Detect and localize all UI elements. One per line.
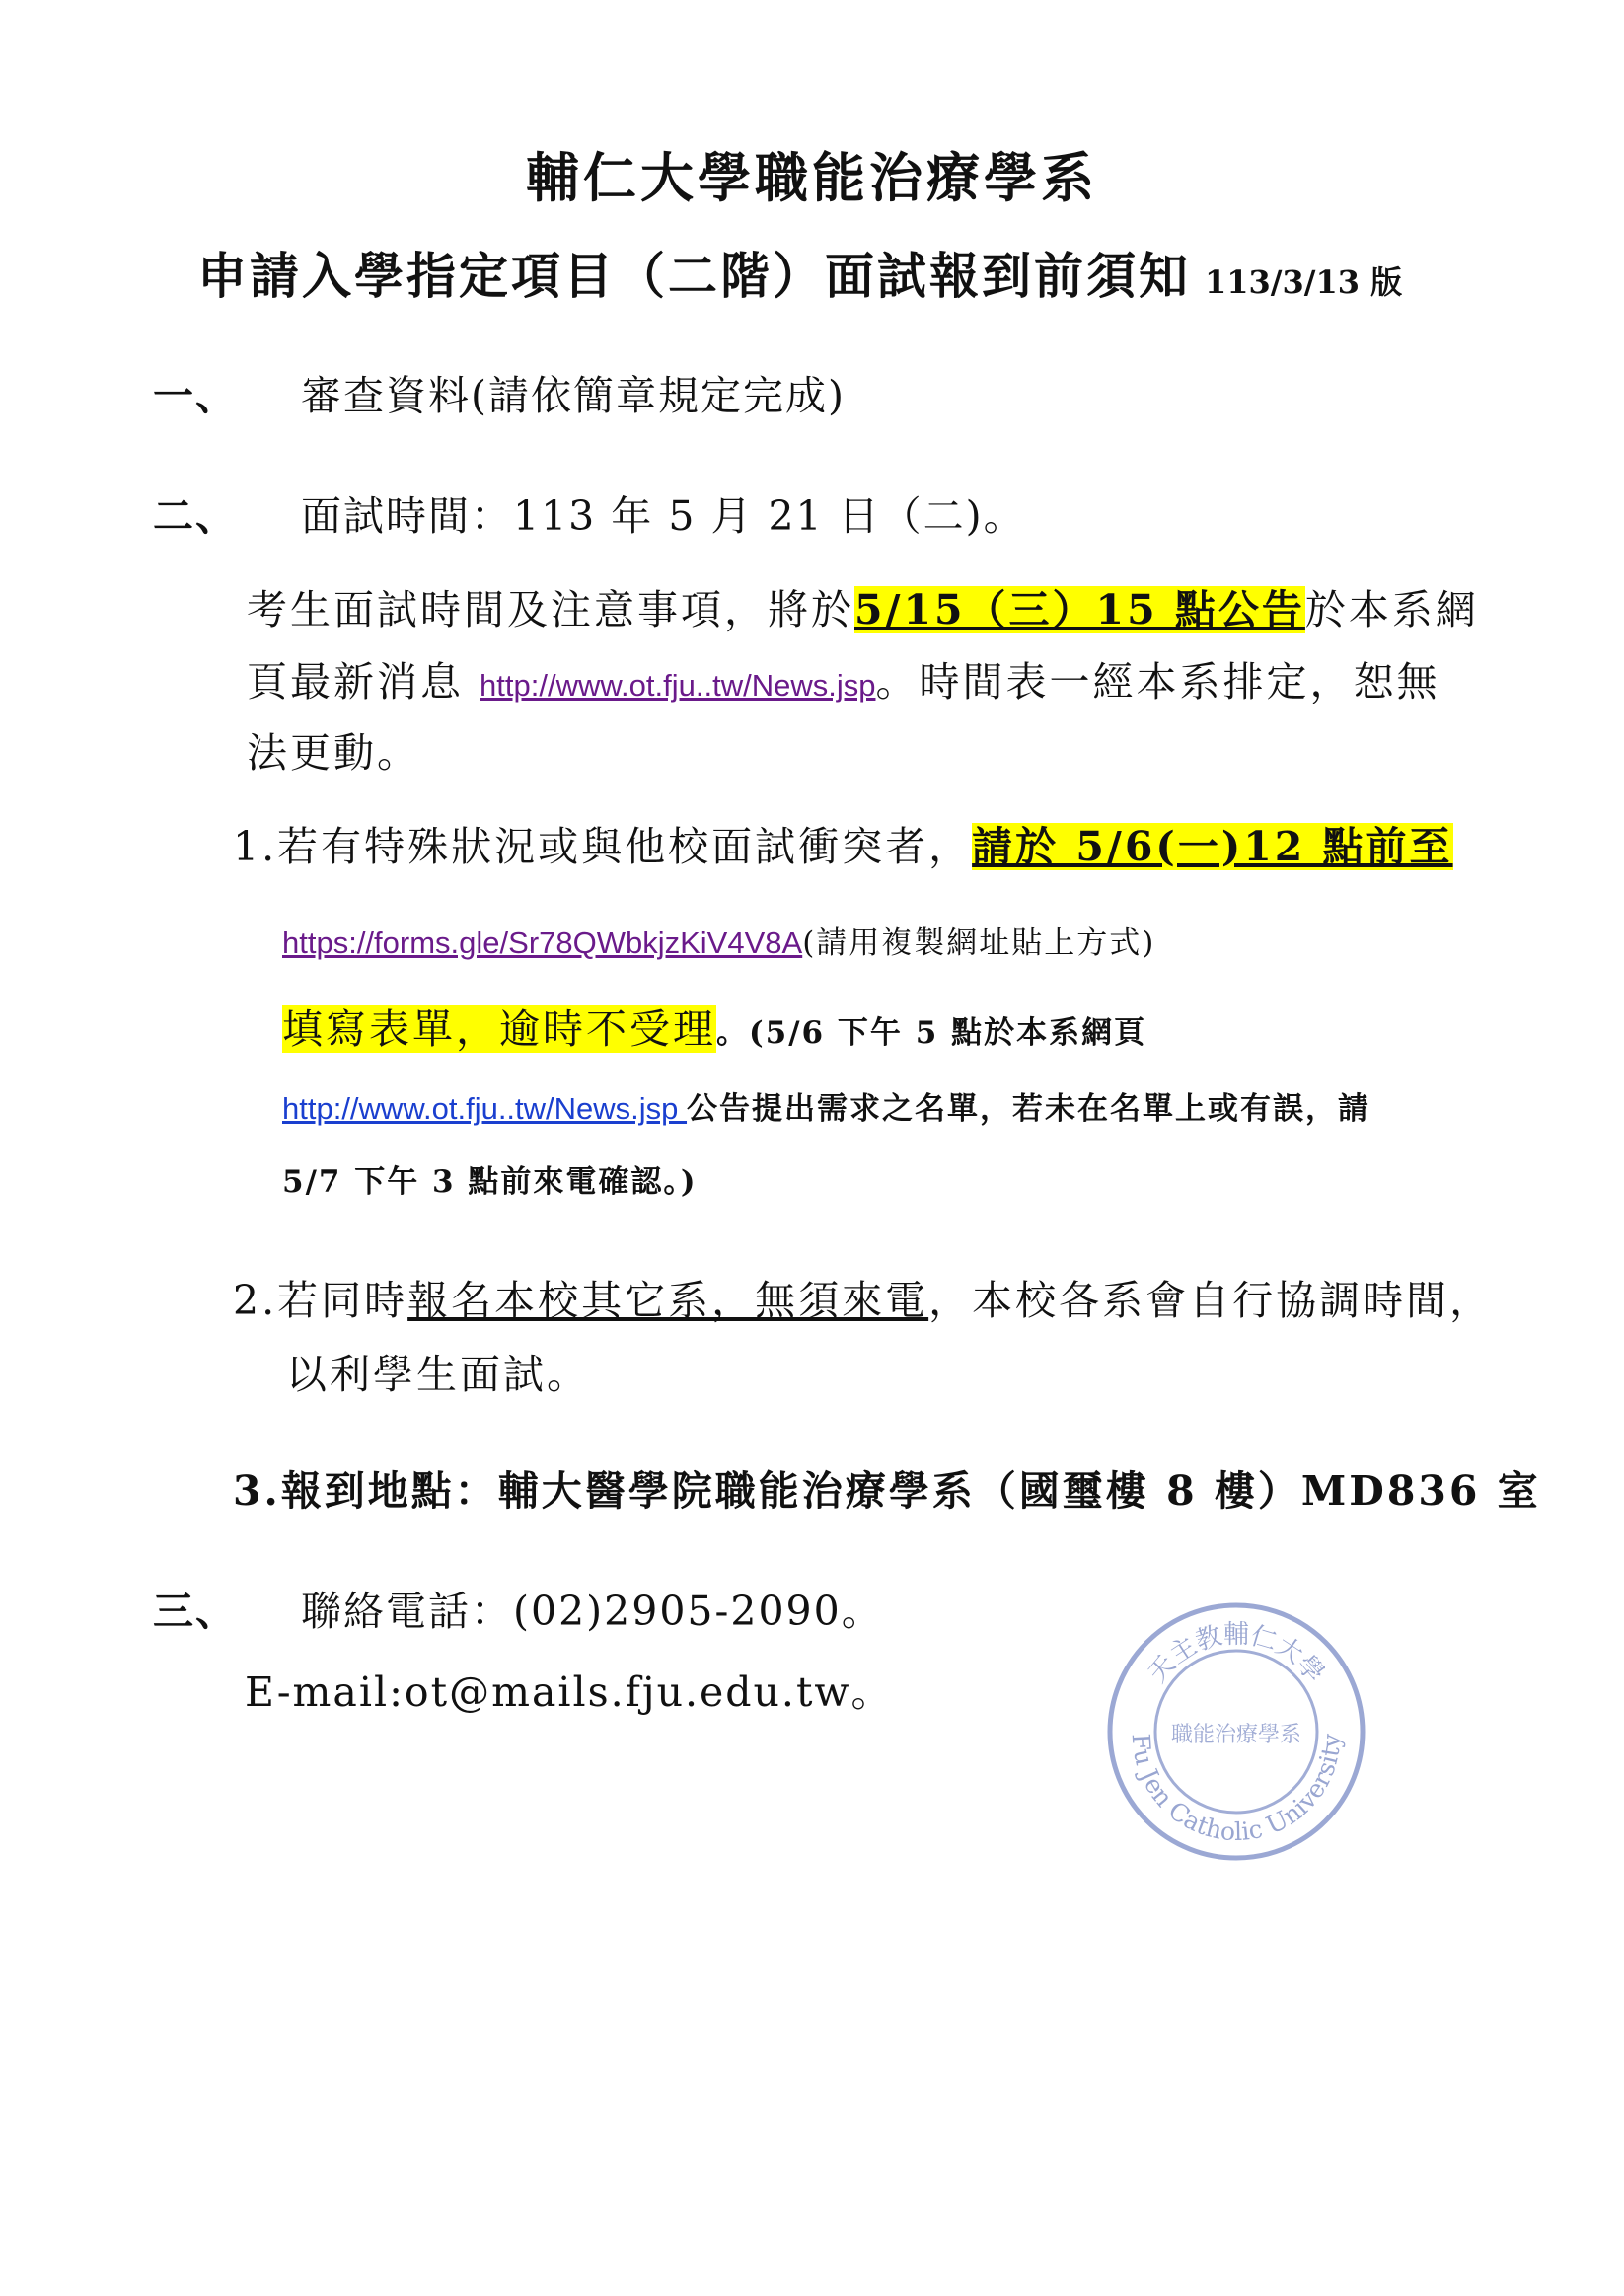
form-link[interactable]: https://forms.gle/Sr78QWbkjzKiV4V8A (282, 926, 803, 960)
news-link-2[interactable]: http://www.ot.fju..tw/News.jsp (282, 1091, 688, 1126)
section-1-number: 一、 (153, 372, 238, 419)
item-3-number: 3. (233, 1467, 281, 1515)
section-2-para-line1 (247, 577, 1479, 635)
section-2 (153, 483, 1026, 542)
item-1-form-line (282, 918, 1155, 962)
form-note: (請用複製網址貼上方式) (802, 926, 1156, 961)
item-1-last-line: 5/7 下午 3 點前來電確認。) (282, 1164, 698, 1200)
subtitle-text: 申請入學指定項目（二階）面試報到前須知 (197, 247, 1191, 305)
item-3-line (233, 1458, 1541, 1517)
section-1-text: 審查資料(請依簡章規定完成) (301, 372, 846, 419)
seal-center-text: 職能治療學系 (1170, 1723, 1302, 1747)
announcement-date-highlight: 5/15（三）15 點公告 (854, 586, 1305, 633)
email-line: E-mail:ot@mails.fju.edu.tw。 (245, 1668, 894, 1716)
university-seal-stamp (1103, 1598, 1369, 1865)
item-2-line2: 以利學生面試。 (286, 1351, 590, 1398)
para-text: 。時間表一經本系排定，恕無 (875, 658, 1440, 705)
section-1 (153, 363, 846, 421)
item-2-text: 若同時 (277, 1277, 408, 1324)
item-1-line1 (233, 814, 1453, 872)
section-2-text: 面試時間：113 年 5 月 21 日（二)。 (301, 492, 1026, 540)
section-2-para-line2 (247, 649, 1439, 707)
version-label: 113/3/13 版 (1205, 263, 1403, 301)
fill-form-highlight: 填寫表單，逾時不受理 (282, 1005, 716, 1053)
seal-bottom-text: Fu Jen Catholic University (1126, 1733, 1347, 1847)
item-1-number: 1. (233, 823, 278, 870)
deadline-highlight: 請於 5/6(一)12 點前至 (972, 823, 1453, 870)
news-link[interactable]: http://www.ot.fju..tw/News.jsp (480, 668, 876, 703)
seal-top-text: 天主教輔仁大學 (1143, 1620, 1330, 1689)
item-2-line1 (233, 1268, 1493, 1326)
section-3-number: 三、 (153, 1588, 238, 1635)
item-1-fill-line (282, 997, 1146, 1055)
para-text: 頁最新消息 (247, 658, 480, 705)
page-title: 輔仁大學職能治療學系 (526, 146, 1098, 209)
section-2-number: 二、 (153, 492, 238, 540)
page-subtitle (197, 237, 1402, 308)
fill-note: 。(5/6 下午 5 點於本系網頁 (716, 1015, 1147, 1051)
item-3-text: 報到地點：輔大醫學院職能治療學系（國璽樓 8 樓）MD836 室 (280, 1467, 1541, 1515)
section-3-text: 聯絡電話：(02)2905-2090。 (301, 1588, 884, 1635)
item-1-text: 若有特殊狀況或與他校面試衝突者， (277, 823, 973, 870)
item-1-news-line (282, 1083, 1370, 1128)
item-2-text: ，本校各系會自行協調時間， (928, 1277, 1494, 1324)
section-3 (153, 1579, 884, 1637)
item-2-number: 2. (233, 1277, 278, 1324)
para-text: 於本系網 (1304, 586, 1479, 633)
para-text: 考生面試時間及注意事項，將於 (247, 586, 854, 633)
news-note: 公告提出需求之名單，若未在名單上或有誤，請 (687, 1091, 1371, 1127)
section-2-para-line3: 法更動。 (247, 729, 420, 777)
no-call-underline: 報名本校其它系，無須來電 (407, 1277, 929, 1324)
